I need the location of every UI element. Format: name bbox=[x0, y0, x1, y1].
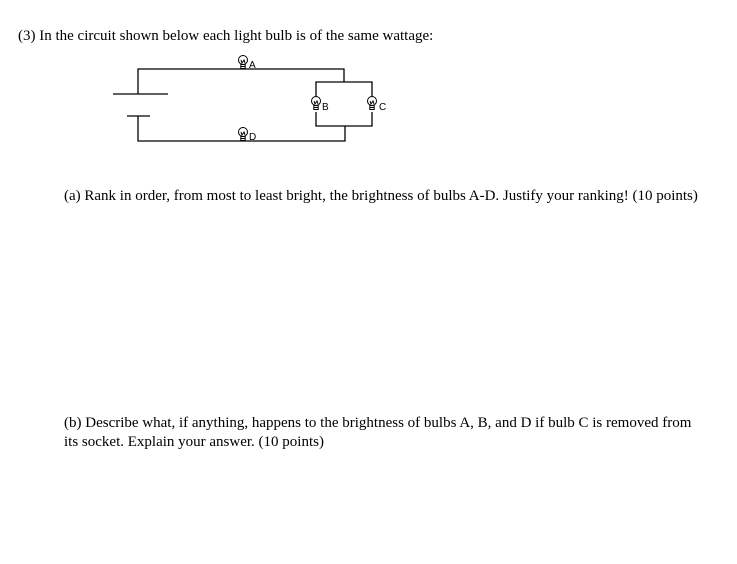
bulb-label-d: D bbox=[249, 132, 257, 143]
bulb-label-b: B bbox=[322, 102, 329, 113]
bulb-b bbox=[312, 97, 330, 114]
wire-top bbox=[138, 69, 344, 94]
bulb-icon bbox=[368, 97, 377, 110]
bulb-icon bbox=[312, 97, 321, 110]
bulb-icon bbox=[239, 56, 248, 69]
wire-parallel-branch bbox=[316, 82, 372, 97]
circuit-wires bbox=[138, 69, 372, 141]
part-b-question: (b) Describe what, if anything, happens to the brightness of bulbs A, B, and D if bulb C is removed from its socket. Explain your answer. (10 points) bbox=[64, 415, 692, 450]
bulb-label-a: A bbox=[249, 60, 256, 71]
bulb-icon bbox=[239, 128, 248, 141]
wire-parallel-branch-lower bbox=[316, 112, 372, 126]
battery bbox=[113, 94, 168, 116]
bulb-label-c: C bbox=[379, 102, 387, 113]
bulb-c bbox=[368, 97, 387, 114]
question-title: (3) In the circuit shown below each light bulb is of the same wattage: bbox=[18, 28, 434, 44]
part-a-question: (a) Rank in order, from most to least bright, the brightness of bulbs A-D. Justify your ranking! (10 points) bbox=[64, 188, 698, 204]
circuit-diagram bbox=[0, 0, 737, 170]
